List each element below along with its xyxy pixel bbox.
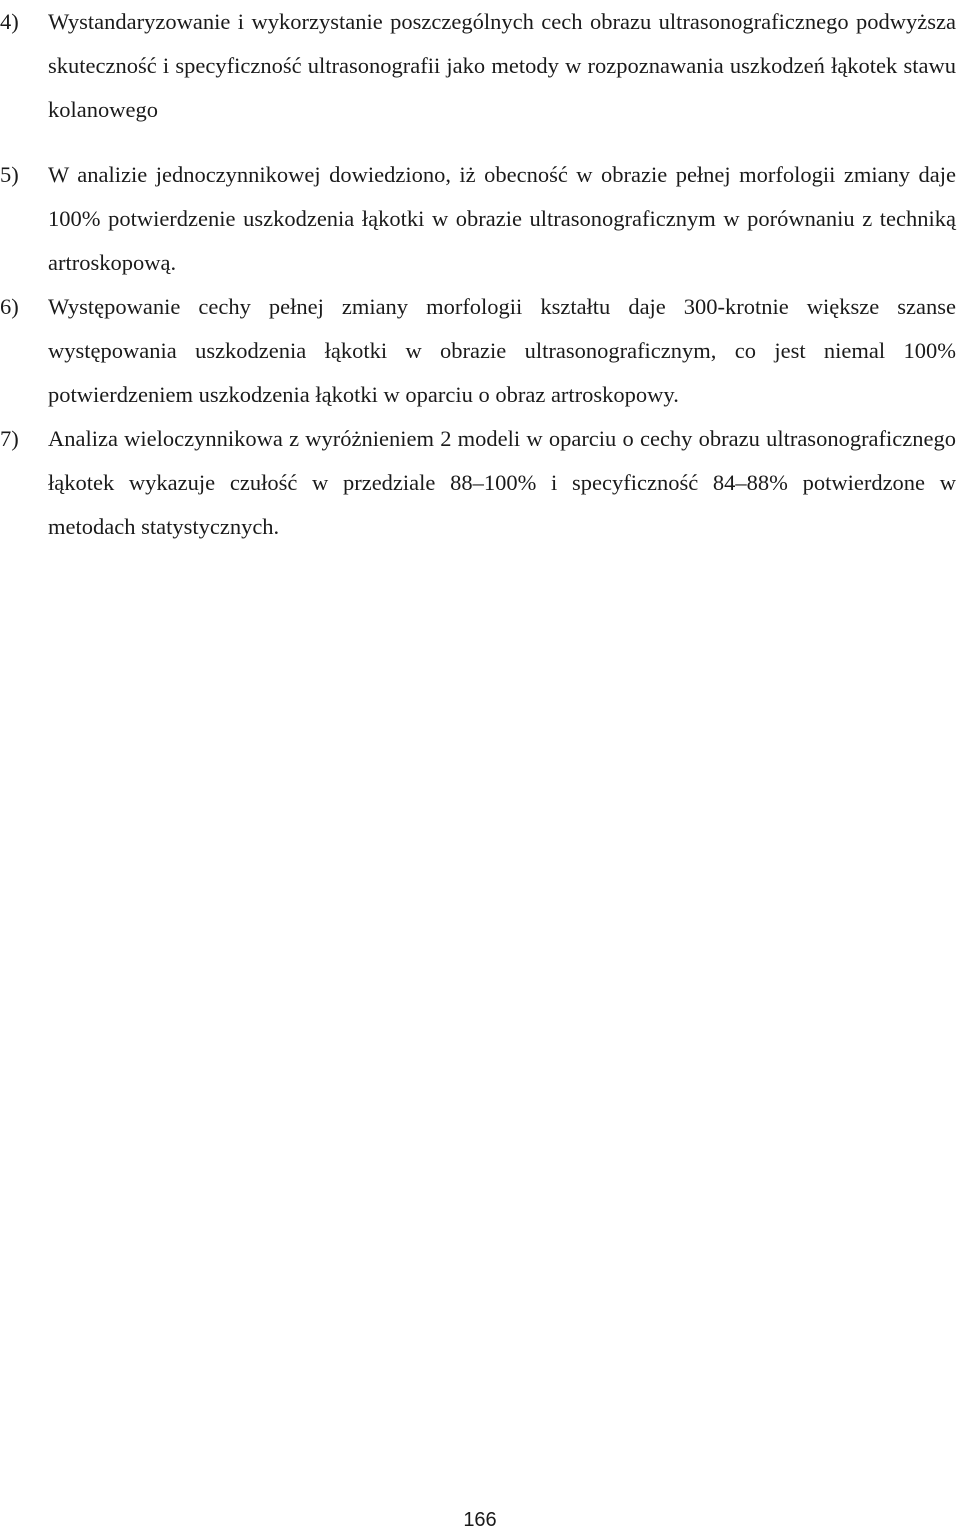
item-number: 4) [0, 9, 19, 34]
item-number: 6) [0, 294, 19, 319]
item-text: W analizie jednoczynnikowej dowiedziono, iż obecność w obrazie pełnej morfologii zmiany daje 100% potwierdzenie uszkodzenia łąkotki w obrazie ultrasonograficznym w porównaniu z techniką artroskopową. [48, 162, 956, 275]
item-number: 7) [0, 426, 19, 451]
page-content [0, 0, 960, 549]
conclusion-item-7 [0, 417, 960, 549]
page-number: 166 [463, 1509, 497, 1531]
conclusion-item-4 [0, 0, 960, 132]
conclusion-item-6 [0, 285, 960, 417]
conclusion-item-5 [0, 153, 960, 285]
item-text: Analiza wieloczynnikowa z wyróżnieniem 2 modeli w oparciu o cechy obrazu ultrasonograficznego łąkotek wykazuje czułość w przedziale 88–100% i specyficzność 84–88% potwierdzone w metodach statystycznych. [48, 426, 956, 539]
item-number: 5) [0, 162, 19, 187]
item-text: Wystandaryzowanie i wykorzystanie poszczególnych cech obrazu ultrasonograficznego podwyższa skuteczność i specyficzność ultrasonografii jako metody w rozpoznawania uszkodzeń łąkotek stawu kolanowego [48, 9, 956, 122]
item-text: Występowanie cechy pełnej zmiany morfologii kształtu daje 300-krotnie większe szanse występowania uszkodzenia łąkotki w obrazie ultrasonograficznym, co jest niemal 100% potwierdzeniem uszkodzenia łąkotki w oparciu o obraz artroskopowy. [48, 294, 956, 407]
